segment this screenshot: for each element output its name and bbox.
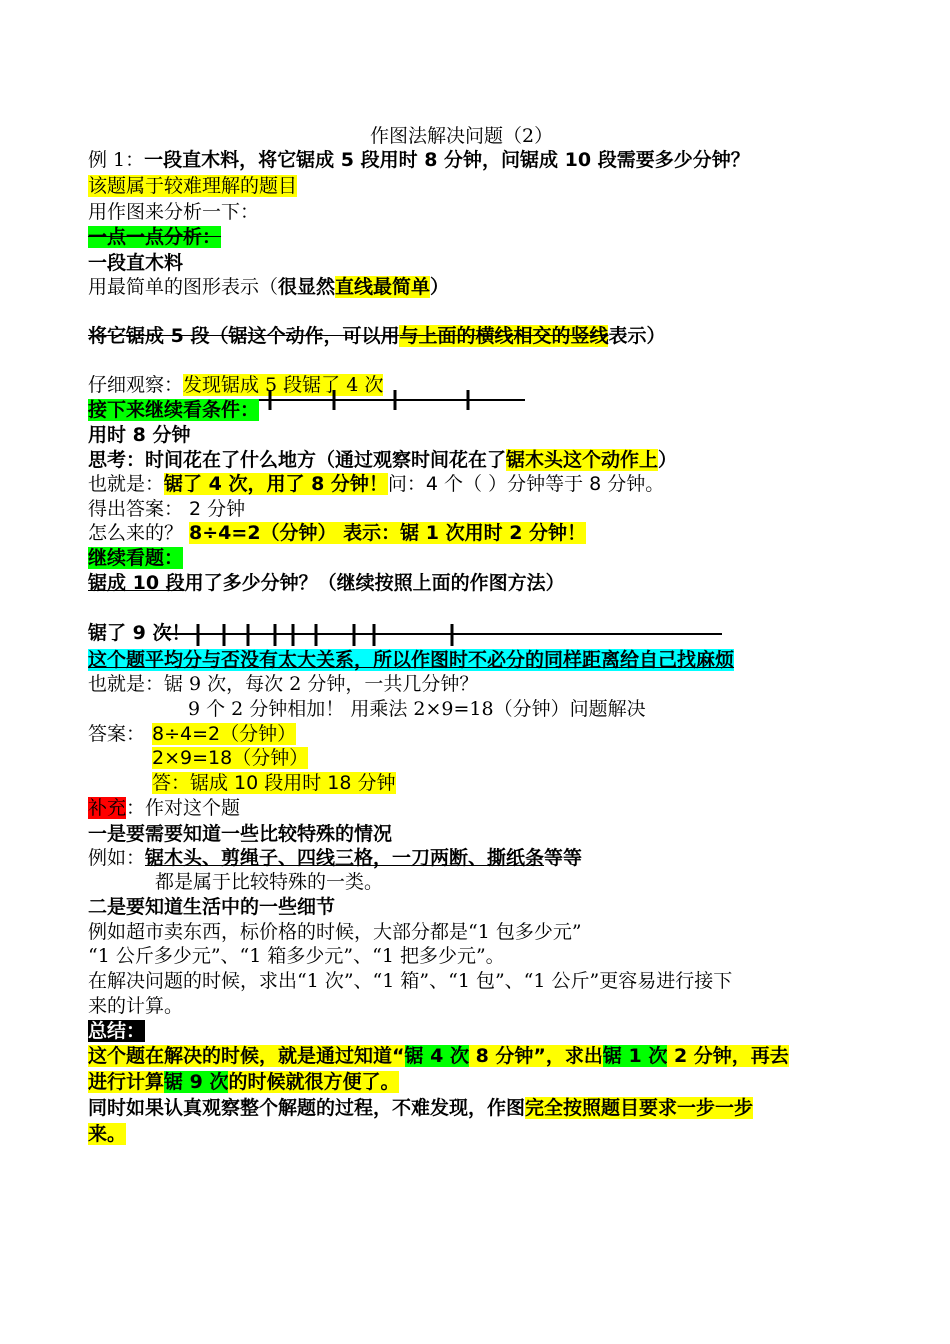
example-label: 例 1： — [88, 149, 145, 171]
example-line — [88, 148, 750, 172]
simplest-line: 用最简单的图形表示（很显然直线最简单） — [88, 276, 450, 298]
cut9-line: 锯了 9 次！ — [88, 622, 191, 644]
cut-line: 将它锯成 5 段（锯这个动作，可以用与上面的横线相交的竖线表示） — [88, 325, 666, 347]
answer-line: 得出答案： 2 分钟 — [88, 498, 246, 520]
summary-line-1: 这个题在解决的时候，就是通过知道“锯 4 次 8 分钟”，求出锯 1 次 2 分钟，再去 — [88, 1045, 789, 1067]
mult-line: 9 个 2 分钟相加！ 用乘法 2×9=18（分钟）问题解决 — [188, 698, 646, 720]
step-heading: 一点一点分析： — [88, 226, 222, 248]
continue-line: 接下来继续看条件： — [88, 399, 260, 421]
summary-line-3: 同时如果认真观察整个解题的过程，不难发现，作图完全按照题目要求一步一步 — [88, 1097, 754, 1119]
answer-3: 答：锯成 10 段用时 18 分钟 — [152, 772, 396, 794]
answers-label: 答案： — [88, 723, 146, 745]
life-line-4: 来的计算。 — [88, 995, 184, 1017]
summary-label: 总结： — [88, 1020, 146, 1042]
summary-line-2: 进行计算锯 9 次的时候就很方便了。 — [88, 1071, 400, 1093]
supplement-line: 补充：作对这个题 — [88, 797, 241, 819]
hard-note: 该题属于较难理解的题目 — [88, 175, 298, 197]
one-wood: 一段直木料 — [88, 252, 184, 274]
life-line-2: “1 公斤多少元”、“1 箱多少元”、“1 把多少元”。 — [88, 945, 505, 967]
how-line: 怎么来的？ 8÷4=2（分钟） 表示：锯 1 次用时 2 分钟！ — [88, 522, 587, 544]
life-line-1: 例如超市卖东西，标价格的时候，大部分都是“1 包多少元” — [88, 921, 582, 943]
saw-diagram-9-cuts — [160, 622, 730, 648]
answer-1: 8÷4=2（分钟） — [152, 723, 297, 745]
doc-title: 作图法解决问题（2） — [370, 125, 554, 147]
continue-question: 继续看题： — [88, 547, 184, 569]
that-is-2: 也就是：锯 9 次，每次 2 分钟，一共几分钟？ — [88, 673, 479, 695]
think-line: 思考：时间花在了什么地方（通过观察时间花在了锯木头这个动作上） — [88, 449, 678, 471]
special-heading-2: 二是要知道生活中的一些细节 — [88, 896, 336, 918]
life-line-3: 在解决问题的时候，求出“1 次”、“1 箱”、“1 包”、“1 公斤”更容易进行接下 — [88, 970, 733, 992]
answer-2: 2×9=18（分钟） — [152, 747, 309, 769]
spacing-note: 这个题平均分与否没有太大关系，所以作图时不必分的同样距离给自己找麻烦 — [88, 649, 735, 671]
example-question: 一段直木料，将它锯成 5 段用时 8 分钟，问锯成 10 段需要多少分钟？ — [144, 149, 750, 171]
analyze-intro: 用作图来分析一下： — [88, 201, 260, 223]
time-line: 用时 8 分钟 — [88, 424, 191, 446]
summary-line-4: 来。 — [88, 1123, 127, 1145]
examples-line: 例如：锯木头、剪绳子、四线三格，一刀两断、撕纸条等等 — [88, 847, 583, 869]
examples-note: 都是属于比较特殊的一类。 — [155, 871, 384, 893]
question2-line: 锯成 10 段用了多少分钟？（继续按照上面的作图方法） — [88, 572, 565, 594]
special-heading-1: 一是要需要知道一些比较特殊的情况 — [88, 823, 393, 845]
observe-line: 仔细观察：发现锯成 5 段锯了 4 次 — [88, 374, 384, 396]
that-is-line: 也就是：锯了 4 次，用了 8 分钟！问：4 个（ ）分钟等于 8 分钟。 — [88, 473, 665, 495]
